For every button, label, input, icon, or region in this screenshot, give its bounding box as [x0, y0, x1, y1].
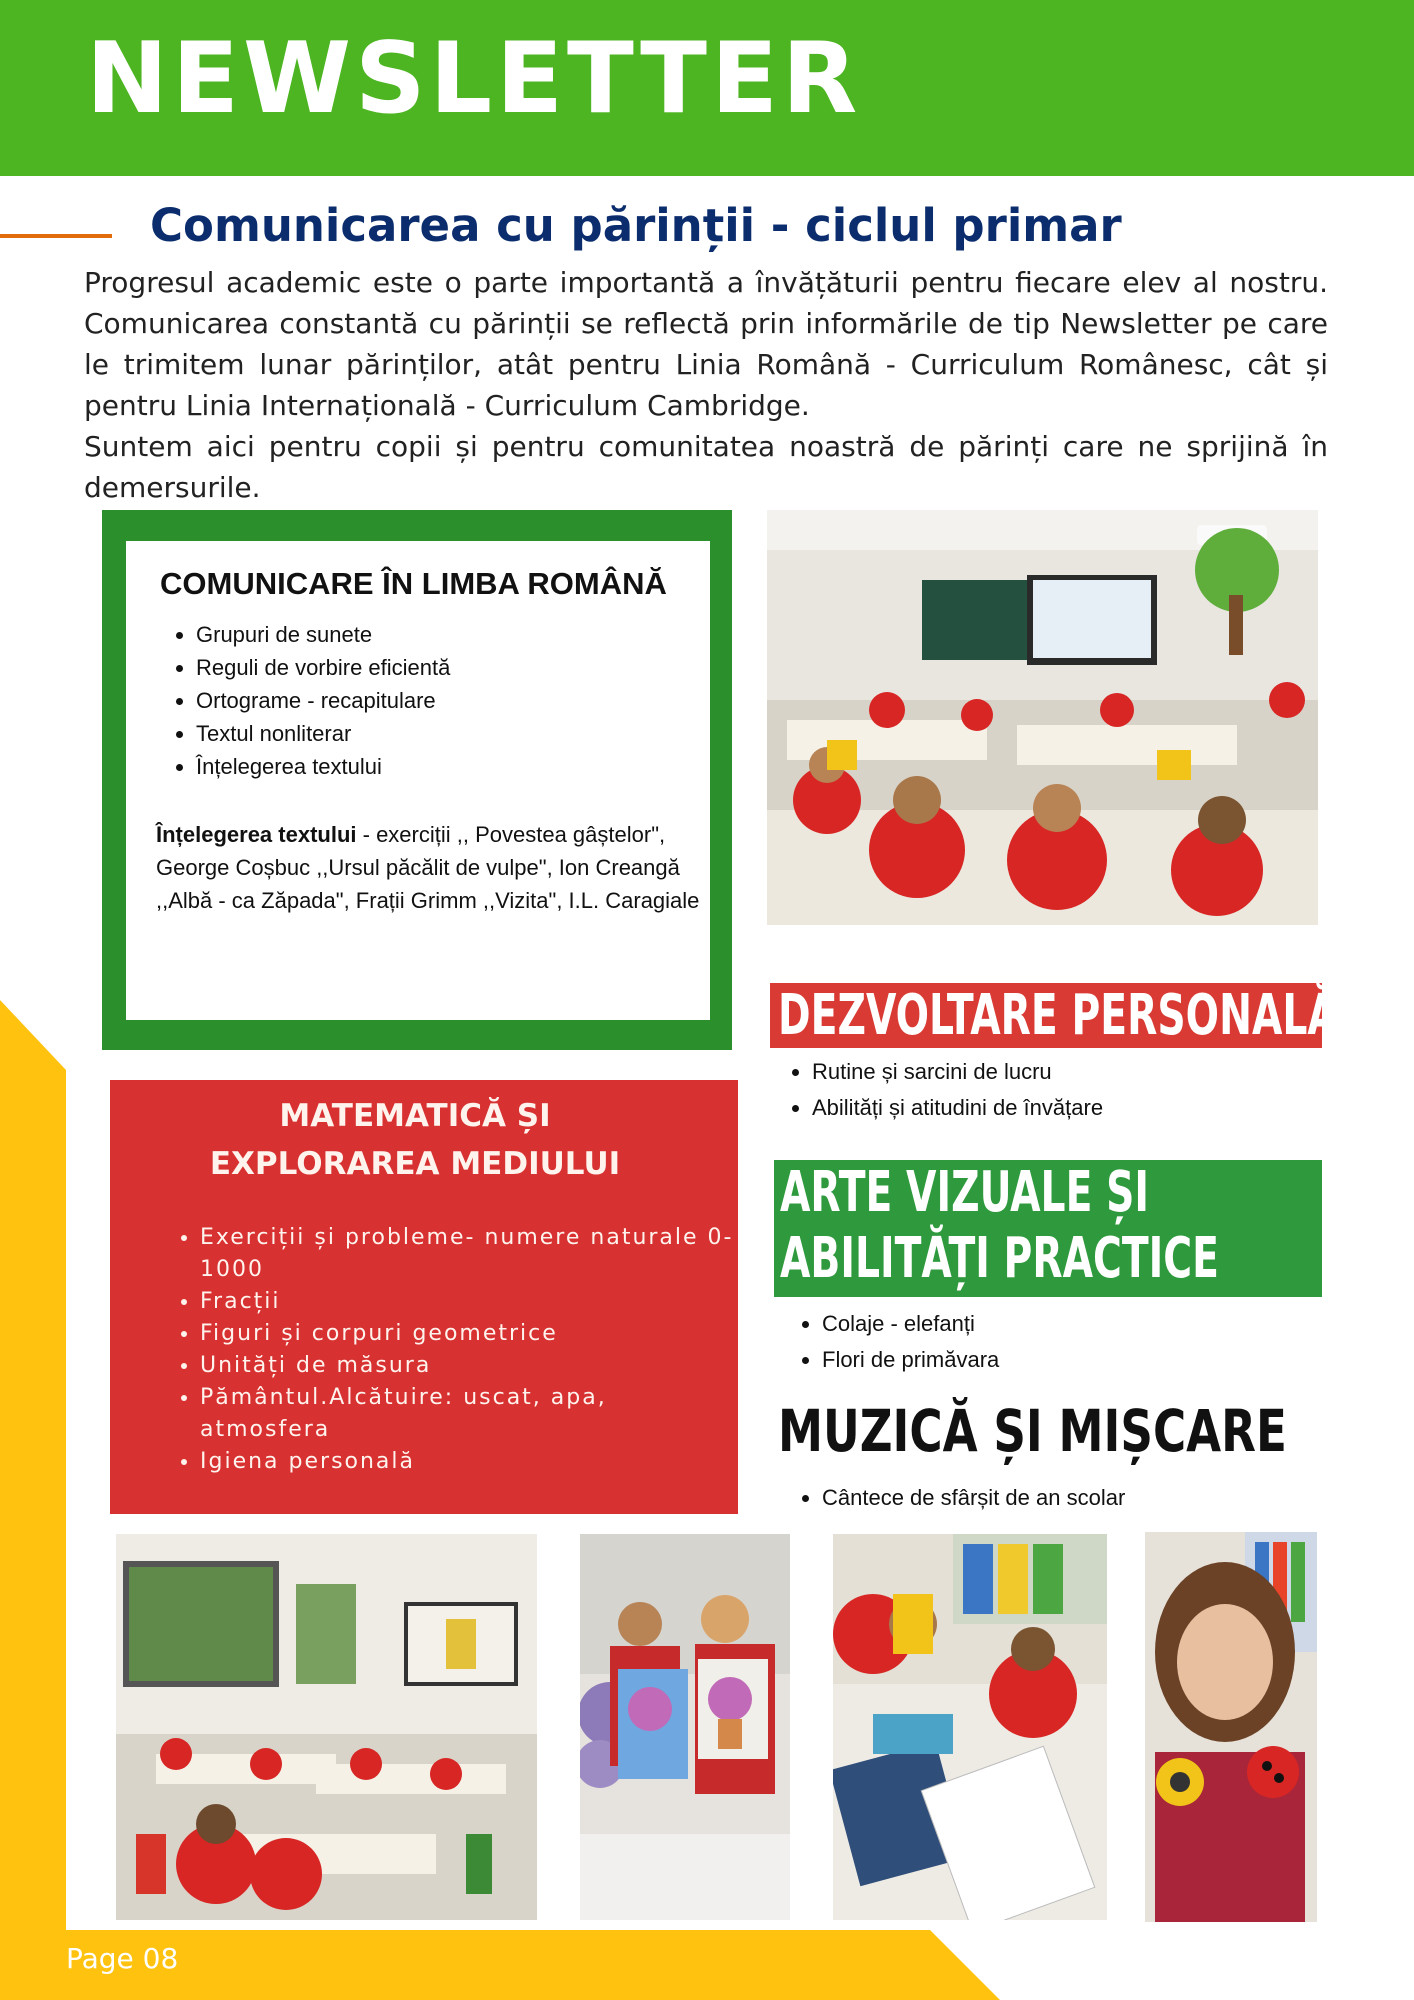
music-list [792, 1480, 1125, 1516]
section-title: Comunicarea cu părinții - ciclul primar [150, 199, 1122, 252]
list-item: • Grupuri de sunete [196, 618, 450, 651]
list-item: • Exerciții și probleme- numere naturale 0-1000 [200, 1222, 740, 1286]
personal-development-title: DEZVOLTARE PERSONALĂ [778, 983, 1338, 1048]
list-item: • Colaje - elefanți [822, 1306, 999, 1342]
classroom-projector-photo [116, 1534, 537, 1920]
list-item: • Unități de măsura [200, 1350, 740, 1382]
romanian-detail [156, 818, 704, 917]
math-topics-list [170, 1222, 740, 1478]
list-item: • Flori de primăvara [822, 1342, 999, 1378]
list-item: • Figuri și corpuri geometrice [200, 1318, 740, 1350]
list-item: • Cântece de sfârșit de an scolar [822, 1480, 1125, 1516]
personal-development-list [782, 1054, 1103, 1126]
intro-text [84, 262, 1328, 508]
list-item: • Textul nonliterar [196, 717, 450, 750]
classroom-photo [767, 510, 1318, 925]
arts-title [780, 1160, 1219, 1292]
list-item: • Pământul.Alcătuire: uscat, apa, atmosfera [200, 1382, 740, 1446]
list-item: • Reguli de vorbire eficientă [196, 651, 450, 684]
children-artwork-photo [580, 1534, 790, 1920]
intro-paragraph: Progresul academic este o parte importantă a învățăturii pentru fiecare elev al nostru. Comunicarea constantă cu părinții se reflectă prin informările de tip Newsletter pe care le trimitem lunar părinților, atât pentru Linia Română - Curriculum Românesc, cât și pentru Linia Internațională - Curriculum Cambridge. [84, 266, 1328, 422]
intro-paragraph: Suntem aici pentru copii și pentru comunitatea noastră de părinți care ne sprijină în demersurile. [84, 430, 1328, 504]
accent-rule [0, 234, 112, 238]
arts-title-line: ABILITĂȚI PRACTICE [780, 1226, 1219, 1291]
page-number: Page 08 [66, 1942, 179, 1975]
math-title [110, 1092, 720, 1188]
romanian-topics-list [166, 618, 450, 783]
list-item: • Abilități și atitudini de învățare [812, 1090, 1103, 1126]
detail-text: - exerciții ,, Povestea gâștelor", George Coșbuc ,,Ursul păcălit de vulpe", Ion Creangă ,,Albă - ca Zăpada", Frații Grimm ,,Vizita", I.L. Caragiale [156, 822, 700, 913]
yellow-side-band [0, 1000, 66, 2000]
list-item: • Înțelegerea textului [196, 750, 450, 783]
children-writing-photo [833, 1534, 1107, 1920]
list-item: • Rutine și sarcini de lucru [812, 1054, 1103, 1090]
girl-crafts-photo [1145, 1532, 1317, 1922]
romanian-title: COMUNICARE ÎN LIMBA ROMÂNĂ [160, 566, 667, 601]
arts-title-line: ARTE VIZUALE ȘI [780, 1160, 1150, 1225]
list-item: • Ortograme - recapitulare [196, 684, 450, 717]
newsletter-title: NEWSLETTER [86, 22, 862, 136]
music-title: MUZICĂ ȘI MIȘCARE [778, 1397, 1287, 1465]
arts-list [792, 1306, 999, 1378]
math-title-line: EXPLORAREA MEDIULUI [209, 1146, 621, 1182]
detail-label: Înțelegerea textului [156, 822, 357, 847]
list-item: • Igiena personală [200, 1446, 740, 1478]
math-title-line: MATEMATICĂ ȘI [279, 1098, 551, 1134]
list-item: • Fracții [200, 1286, 740, 1318]
